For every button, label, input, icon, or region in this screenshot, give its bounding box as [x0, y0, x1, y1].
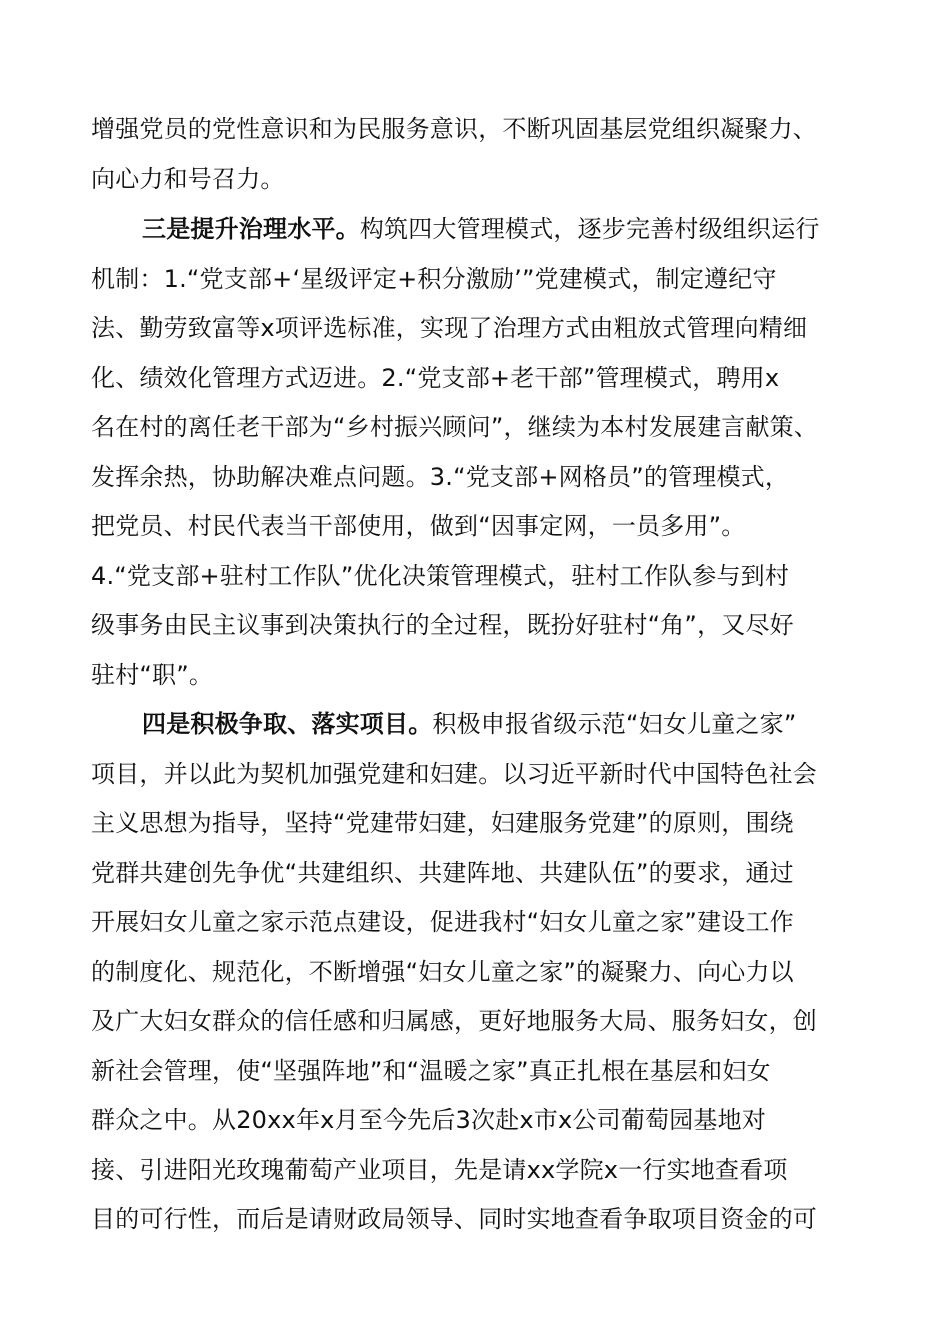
text-line: 的制度化、规范化，不断增强“妇女儿童之家”的凝聚力、向心力以	[91, 958, 794, 986]
text-line: 项目，并以此为契机加强党建和妇建。以习近平新时代中国特色社会	[91, 760, 817, 788]
text-line: 级事务由民主议事到决策执行的全过程，既扮好驻村“角”，又尽好	[91, 611, 794, 639]
text-line: 把党员、村民代表当干部使用，做到“因事定网，一员多用”。	[91, 512, 746, 540]
text-line: 机制：1.“党支部+‘星级评定+积分激励’”党建模式，制定遵纪守	[91, 265, 777, 293]
text-line: 名在村的离任老干部为“乡村振兴顾问”，继续为本村发展建言献策、	[91, 413, 819, 441]
text-line: 驻村“职”。	[91, 661, 214, 689]
text-line: 群众之中。从20xx年x月至今先后3次赴x市x公司葡萄园基地对	[91, 1106, 767, 1134]
text-line: 及广大妇女群众的信任感和归属感，更好地服务大局、服务妇女，创	[91, 1007, 817, 1035]
text-line: 法、勤劳致富等x项评选标准，实现了治理方式由粗放式管理向精细	[91, 314, 808, 342]
section-heading: 三是提升治理水平。	[142, 215, 360, 243]
text-line: 接、引进阳光玫瑰葡萄产业项目，先是请xx学院x一行实地查看项	[91, 1156, 788, 1184]
paragraph-first-line	[142, 700, 796, 749]
text-run: 积极申报省级示范“妇女儿童之家”	[432, 710, 797, 738]
paragraph-first-line	[142, 205, 820, 254]
text-line: 向心力和号召力。	[91, 165, 285, 193]
text-line: 主义思想为指导，坚持“党建带妇建，妇建服务党建”的原则，围绕	[91, 809, 794, 837]
text-line: 增强党员的党性意识和为民服务意识，不断巩固基层党组织凝聚力、	[91, 115, 817, 143]
text-line: 化、绩效化管理方式迈进。2.“党支部+老干部”管理模式，聘用x	[91, 364, 780, 392]
text-line: 新社会管理，使“坚强阵地”和“温暖之家”真正扎根在基层和妇女	[91, 1057, 771, 1085]
text-line: 开展妇女儿童之家示范点建设，促进我村“妇女儿童之家”建设工作	[91, 908, 794, 936]
text-line: 4.“党支部+驻村工作队”优化决策管理模式，驻村工作队参与到村	[91, 562, 790, 590]
text-line: 发挥余热，协助解决难点问题。3.“党支部+网格员”的管理模式，	[91, 463, 790, 491]
text-line: 目的可行性，而后是请财政局领导、同时实地查看争取项目资金的可	[91, 1205, 817, 1233]
text-run: 构筑四大管理模式，逐步完善村级组织运行	[359, 215, 820, 243]
section-heading: 四是积极争取、落实项目。	[142, 710, 433, 738]
text-line: 党群共建创先争优“共建组织、共建阵地、共建队伍”的要求，通过	[91, 859, 794, 887]
